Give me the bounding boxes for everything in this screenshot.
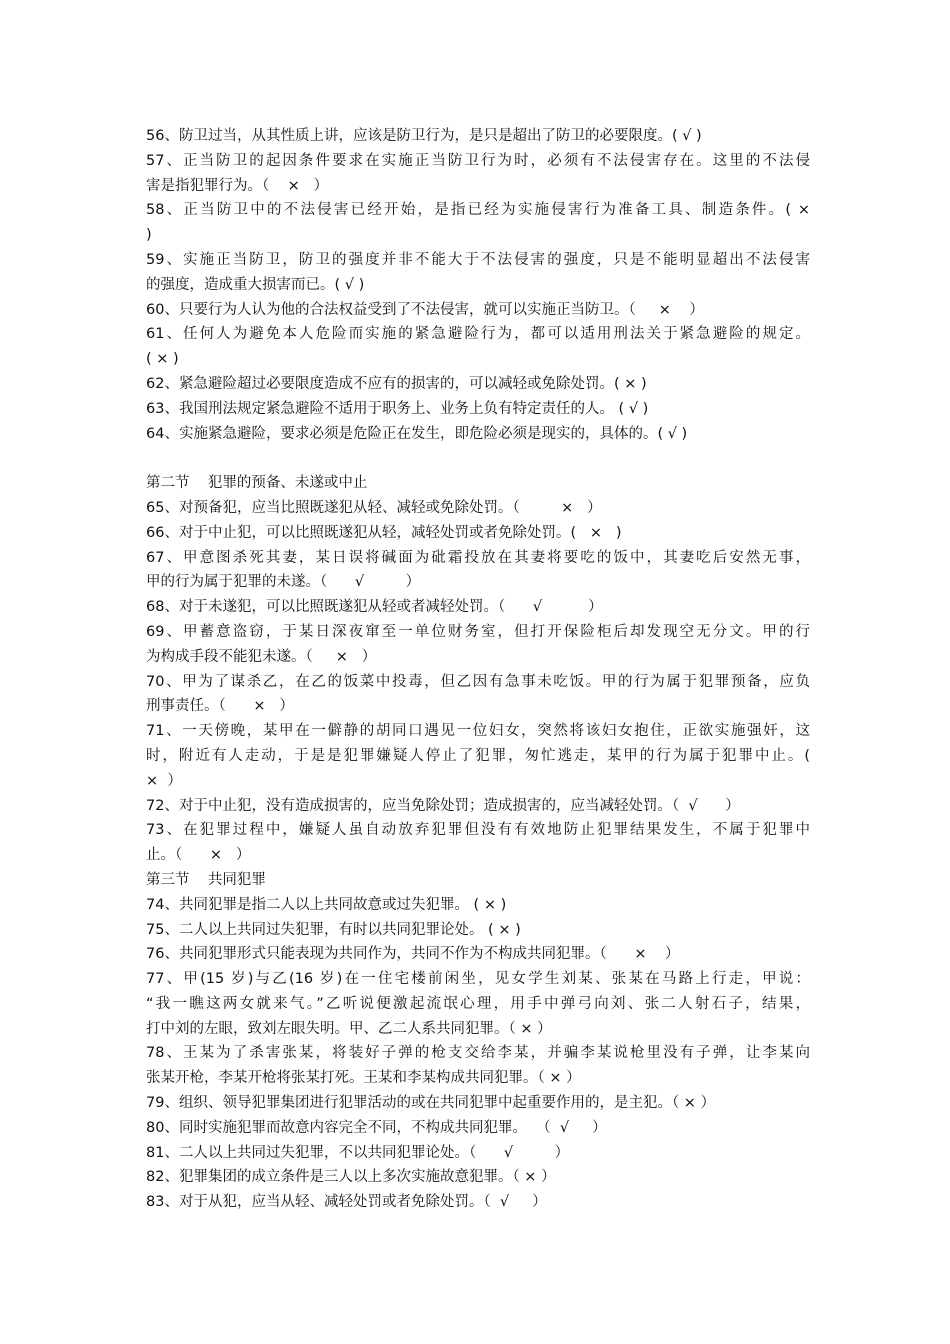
text-line: 79、组织、领导犯罪集团进行犯罪活动的或在共同犯罪中起重要作用的，是主犯。（ × ） xyxy=(146,1095,716,1112)
text-line: 63、我国刑法规定紧急避险不适用于职务上、业务上负有特定责任的人。 ( √ ) xyxy=(146,400,649,417)
text-line: ) xyxy=(146,227,152,244)
text-line: 时，附近有人走动，于是是犯罪嫌疑人停止了犯罪，匆忙逃走，某甲的行为属于犯罪中止。( xyxy=(146,747,810,764)
text-line: 刑事责任。（ × ） xyxy=(146,698,294,715)
text-line: 害是指犯罪行为。（ × ） xyxy=(146,177,329,194)
text-line: 69、甲蓄意盗窃，于某日深夜窜至一单位财务室，但打开保险柜后却发现空无分文。甲的行 xyxy=(146,623,810,640)
text-line: 83、对于从犯，应当从轻、减轻处罚或者免除处罚。（ √ ） xyxy=(146,1194,547,1211)
text-line: 的强度，造成重大损害而已。( √ ) xyxy=(146,276,365,293)
text-line: 71、一天傍晚，某甲在一僻静的胡同口遇见一位妇女，突然将该妇女抱住，正欲实施强奸，这 xyxy=(146,723,810,740)
text-line: 76、共同犯罪形式只能表现为共同作为，共同不作为不构成共同犯罪。（ × ） xyxy=(146,946,680,963)
text-line: × ） xyxy=(146,772,182,789)
text-line: 81、二人以上共同过失犯罪，不以共同犯罪论处。（ √ ） xyxy=(146,1144,570,1161)
text-line: 甲的行为属于犯罪的未遂。（ √ ） xyxy=(146,574,421,591)
text-line: ( × ) xyxy=(146,351,179,368)
text-line: 57、正当防卫的起因条件要求在实施正当防卫行为时，必须有不法侵害存在。这里的不法侵 xyxy=(146,152,810,169)
text-line: 77、甲(15 岁)与乙(16 岁)在一住宅楼前闲坐，见女学生刘某、张某在马路上行走，甲说： xyxy=(146,971,810,988)
text-line: 59、实施正当防卫，防卫的强度并非不能大于不法侵害的强度，只是不能明显超出不法侵害 xyxy=(146,251,810,268)
text-line: 58、正当防卫中的不法侵害已经开始，是指已经为实施侵害行为准备工具、制造条件。( × xyxy=(146,202,810,219)
text-line: 72、对于中止犯，没有造成损害的，应当免除处罚；造成损害的，应当减轻处罚。（ √ ） xyxy=(146,797,740,814)
blank-line xyxy=(146,446,810,471)
text-line: 74、共同犯罪是指二人以上共同故意或过失犯罪。 ( × ) xyxy=(146,896,507,913)
text-line: 65、对预备犯，应当比照既遂犯从轻、减轻或免除处罚。（ × ） xyxy=(146,499,602,516)
text-line: 67、甲意图杀死其妻，某日误将碱面为砒霜投放在其妻将要吃的饭中，其妻吃后安然无事， xyxy=(146,549,810,566)
text-line: 70、甲为了谋杀乙，在乙的饭菜中投毒，但乙因有急事未吃饭。甲的行为属于犯罪预备，应负 xyxy=(146,673,810,690)
text-line: 打中刘的左眼，致刘左眼失明。甲、乙二人系共同犯罪。（ × ） xyxy=(146,1020,552,1037)
text-line: 第三节 共同犯罪 xyxy=(146,871,266,888)
text-line: 73、在犯罪过程中，嫌疑人虽自动放弃犯罪但没有有效地防止犯罪结果发生，不属于犯罪中 xyxy=(146,822,810,839)
text-line: 64、实施紧急避险，要求必须是危险正在发生，即危险必须是现实的，具体的。( √ ) xyxy=(146,425,688,442)
text-line: 第二节 犯罪的预备、未遂或中止 xyxy=(146,475,368,492)
text-line: 56、防卫过当，从其性质上讲，应该是防卫行为，是只是超出了防卫的必要限度。( √ ) xyxy=(146,128,702,144)
text-line: 75、二人以上共同过失犯罪，有时以共同犯罪论处。 ( × ) xyxy=(146,921,521,938)
text-line: 止。（ × ） xyxy=(146,847,251,864)
text-line: 68、对于未遂犯，可以比照既遂犯从轻或者减轻处罚。（ √ ） xyxy=(146,599,603,616)
text-line: 80、同时实施犯罪而故意内容完全不同，不构成共同犯罪。 （ √ ） xyxy=(146,1119,607,1136)
text-line: 66、对于中止犯，可以比照既遂犯从轻，减轻处罚或者免除处罚。( × ) xyxy=(146,524,622,541)
document-body xyxy=(146,124,810,1215)
text-line: 为构成手段不能犯未遂。（ × ） xyxy=(146,648,377,665)
text-line: “我一瞧这两女就来气。”乙听说便激起流氓心理，用手中弹弓向刘、张二人射石子，结果， xyxy=(146,995,810,1012)
text-line: 61、任何人为避免本人危险而实施的紧急避险行为，都可以适用刑法关于紧急避险的规定。 xyxy=(146,326,810,343)
text-line: 60、只要行为人认为他的合法权益受到了不法侵害，就可以实施正当防卫。（ × ） xyxy=(146,301,704,318)
text-line: 78、王某为了杀害张某，将装好子弹的枪支交给李某，并骗李某说枪里没有子弹，让李某向 xyxy=(146,1045,810,1062)
text-line: 张某开枪，李某开枪将张某打死。王某和李某构成共同犯罪。（ × ） xyxy=(146,1070,581,1087)
text-line: 82、犯罪集团的成立条件是三人以上多次实施故意犯罪。（ × ） xyxy=(146,1169,556,1186)
text-line: 62、紧急避险超过必要限度造成不应有的损害的，可以减轻或免除处罚。( × ) xyxy=(146,375,647,392)
